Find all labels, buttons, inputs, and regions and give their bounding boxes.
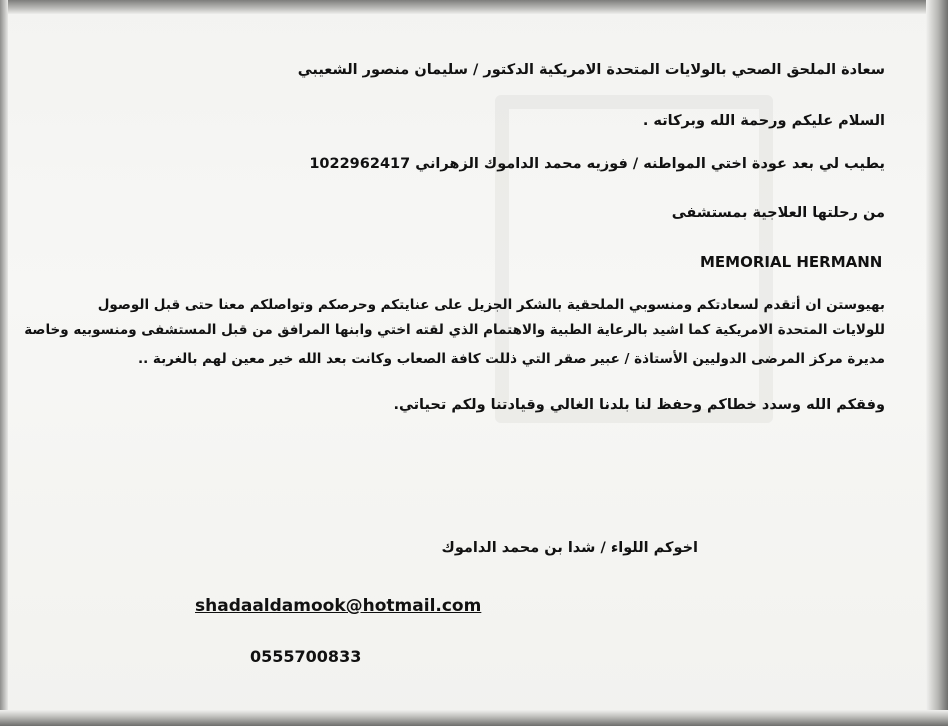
scan-edge-bottom: [0, 710, 948, 726]
intro-line-1: يطيب لي بعد عودة اختي المواطنه / فوزيه محمد الداموك الزهراني 1022962417: [309, 156, 885, 172]
closing-line: وفقكم الله وسدد خطاكم وحفظ لنا بلدنا الغالي وقيادتنا ولكم تحياتي.: [393, 397, 885, 413]
body-line-2: للولايات المتحدة الامريكية كما اشيد بالرعاية الطبية والاهتمام الذي لقته اختي وابنها المرافق من قبل المستشفى ومنسوبيه وخاصة: [24, 322, 885, 338]
scan-edge-top: [0, 0, 948, 14]
hospital-name: MEMORIAL HERMANN: [700, 253, 883, 271]
email-link[interactable]: shadaaldamook@hotmail.com: [195, 596, 482, 616]
scan-edge-left: [0, 0, 8, 726]
body-line-1: بهيوستن ان أتقدم لسعادتكم ومنسوبي الملحقية بالشكر الجزيل على عنايتكم وحرصكم وتواصلكم معنا حتى قبل الوصول: [97, 297, 885, 313]
scan-edge-right: [926, 0, 948, 726]
recipient-line: سعادة الملحق الصحي بالولايات المتحدة الامريكية الدكتور / سليمان منصور الشعيبي: [297, 62, 885, 78]
body-line-3: مديرة مركز المرضى الدوليين الأستاذة / عبير صقر التي ذللت كافة الصعاب وكانت بعد الله خير معين لهم بالغربة ..: [137, 351, 885, 367]
signature-line: اخوكم اللواء / شدا بن محمد الداموك: [441, 540, 698, 556]
greeting-line: السلام عليكم ورحمة الله وبركاته .: [642, 113, 885, 129]
phone-number: 0555700833: [250, 647, 362, 666]
intro-line-2: من رحلتها العلاجية بمستشفى: [671, 205, 885, 221]
